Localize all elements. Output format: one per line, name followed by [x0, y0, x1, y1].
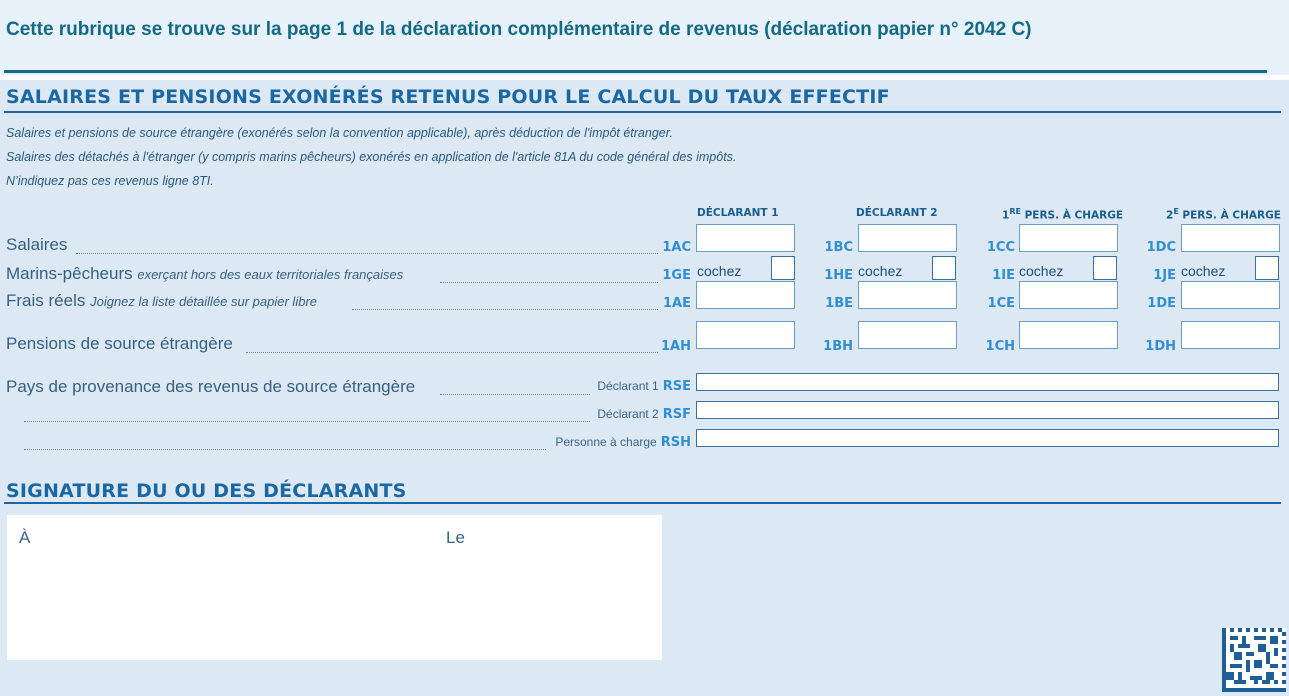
- signature-box[interactable]: [7, 515, 662, 660]
- note-line: Salaires des détachés à l'étranger (y compris marins pêcheurs) exonérés en application de l'article 81A du code général des impôts.: [6, 150, 737, 164]
- input-1ah[interactable]: [696, 321, 795, 349]
- row-label-marins: Marins-pêcheurs exerçant hors des eaux territoriales françaises: [6, 264, 404, 283]
- field-code: 1CH: [985, 339, 1015, 354]
- input-1dh[interactable]: [1181, 321, 1280, 349]
- input-rsf[interactable]: [696, 401, 1279, 419]
- field-code: 1CC: [986, 240, 1015, 255]
- row-label-pays: Pays de provenance des revenus de source étrangère: [6, 377, 416, 396]
- column-header-declarant-1: DÉCLARANT 1: [697, 207, 779, 219]
- field-code: 1DE: [1147, 296, 1176, 311]
- leader-dots: [440, 392, 590, 395]
- leader-dots: [352, 307, 658, 310]
- row-label-salaires: Salaires: [6, 235, 68, 254]
- input-rsh[interactable]: [696, 429, 1279, 447]
- field-code: 1GE: [662, 268, 691, 283]
- input-1be[interactable]: [858, 281, 957, 309]
- cochez-label: cochez: [697, 263, 742, 279]
- field-code: 1DC: [1146, 240, 1176, 255]
- section-title-signature: SIGNATURE DU OU DES DÉCLARANTS: [6, 480, 407, 502]
- leader-dots: [440, 280, 658, 283]
- input-1de[interactable]: [1181, 281, 1280, 309]
- section-rule: [4, 111, 1281, 113]
- signature-place-label: À: [19, 528, 31, 547]
- input-1ac[interactable]: [696, 224, 795, 252]
- field-code: 1IE: [992, 268, 1015, 283]
- pays-line-label: Personne à charge RSH: [555, 435, 691, 450]
- field-code: 1CE: [987, 296, 1015, 311]
- note-line: N’indiquez pas ces revenus ligne 8TI.: [6, 174, 214, 188]
- input-1bh[interactable]: [858, 321, 957, 349]
- cochez-label: cochez: [1019, 263, 1064, 279]
- leader-dots: [76, 251, 658, 254]
- datamatrix-barcode-icon: [1222, 628, 1286, 692]
- input-rse[interactable]: [696, 373, 1279, 391]
- row-label-pensions: Pensions de source étrangère: [6, 334, 233, 353]
- note-line: Salaires et pensions de source étrangère (exonérés selon la convention applicable), après déduction de l'impôt étranger.: [6, 126, 673, 140]
- input-1dc[interactable]: [1181, 224, 1280, 252]
- field-code: 1AH: [661, 339, 691, 354]
- checkbox-1ge[interactable]: [771, 256, 795, 280]
- signature-date-label: Le: [446, 528, 465, 547]
- checkbox-1ie[interactable]: [1093, 256, 1117, 280]
- pays-line-label: Déclarant 1 RSE: [597, 379, 691, 394]
- field-code: 1BE: [825, 296, 853, 311]
- row-label-frais: Frais réels Joignez la liste détaillée sur papier libre: [6, 291, 317, 310]
- section-rule: [4, 502, 1281, 504]
- input-1bc[interactable]: [858, 224, 957, 252]
- checkbox-1he[interactable]: [932, 256, 956, 280]
- leader-dots: [24, 447, 546, 450]
- input-1ch[interactable]: [1019, 321, 1118, 349]
- input-1cc[interactable]: [1019, 224, 1118, 252]
- input-1ae[interactable]: [696, 281, 795, 309]
- column-header-declarant-2: DÉCLARANT 2: [856, 207, 938, 219]
- cochez-label: cochez: [858, 263, 903, 279]
- field-code: 1AC: [662, 240, 691, 255]
- header-rule: [4, 70, 1267, 73]
- checkbox-1je[interactable]: [1255, 256, 1279, 280]
- section-title-salaires: SALAIRES ET PENSIONS EXONÉRÉS RETENUS POUR LE CALCUL DU TAUX EFFECTIF: [6, 86, 890, 108]
- field-code: 1BC: [824, 240, 853, 255]
- cochez-label: cochez: [1181, 263, 1226, 279]
- leader-dots: [24, 419, 590, 422]
- field-code: 1AE: [663, 296, 691, 311]
- field-code: 1BH: [823, 339, 853, 354]
- column-header-pac-2: $2^E$ PERS. À CHARGE: [1166, 207, 1281, 222]
- field-code: 1JE: [1153, 268, 1176, 283]
- field-code: 1DH: [1145, 339, 1176, 354]
- pays-line-label: Déclarant 2 RSF: [597, 407, 691, 422]
- page-headline: Cette rubrique se trouve sur la page 1 de la déclaration complémentaire de revenus (déclaration papier n° 2042 C): [6, 19, 1032, 40]
- input-1ce[interactable]: [1019, 281, 1118, 309]
- leader-dots: [246, 350, 658, 353]
- column-header-pac-1: 1RE PERS. À CHARGE: [1002, 207, 1124, 222]
- field-code: 1HE: [824, 268, 853, 283]
